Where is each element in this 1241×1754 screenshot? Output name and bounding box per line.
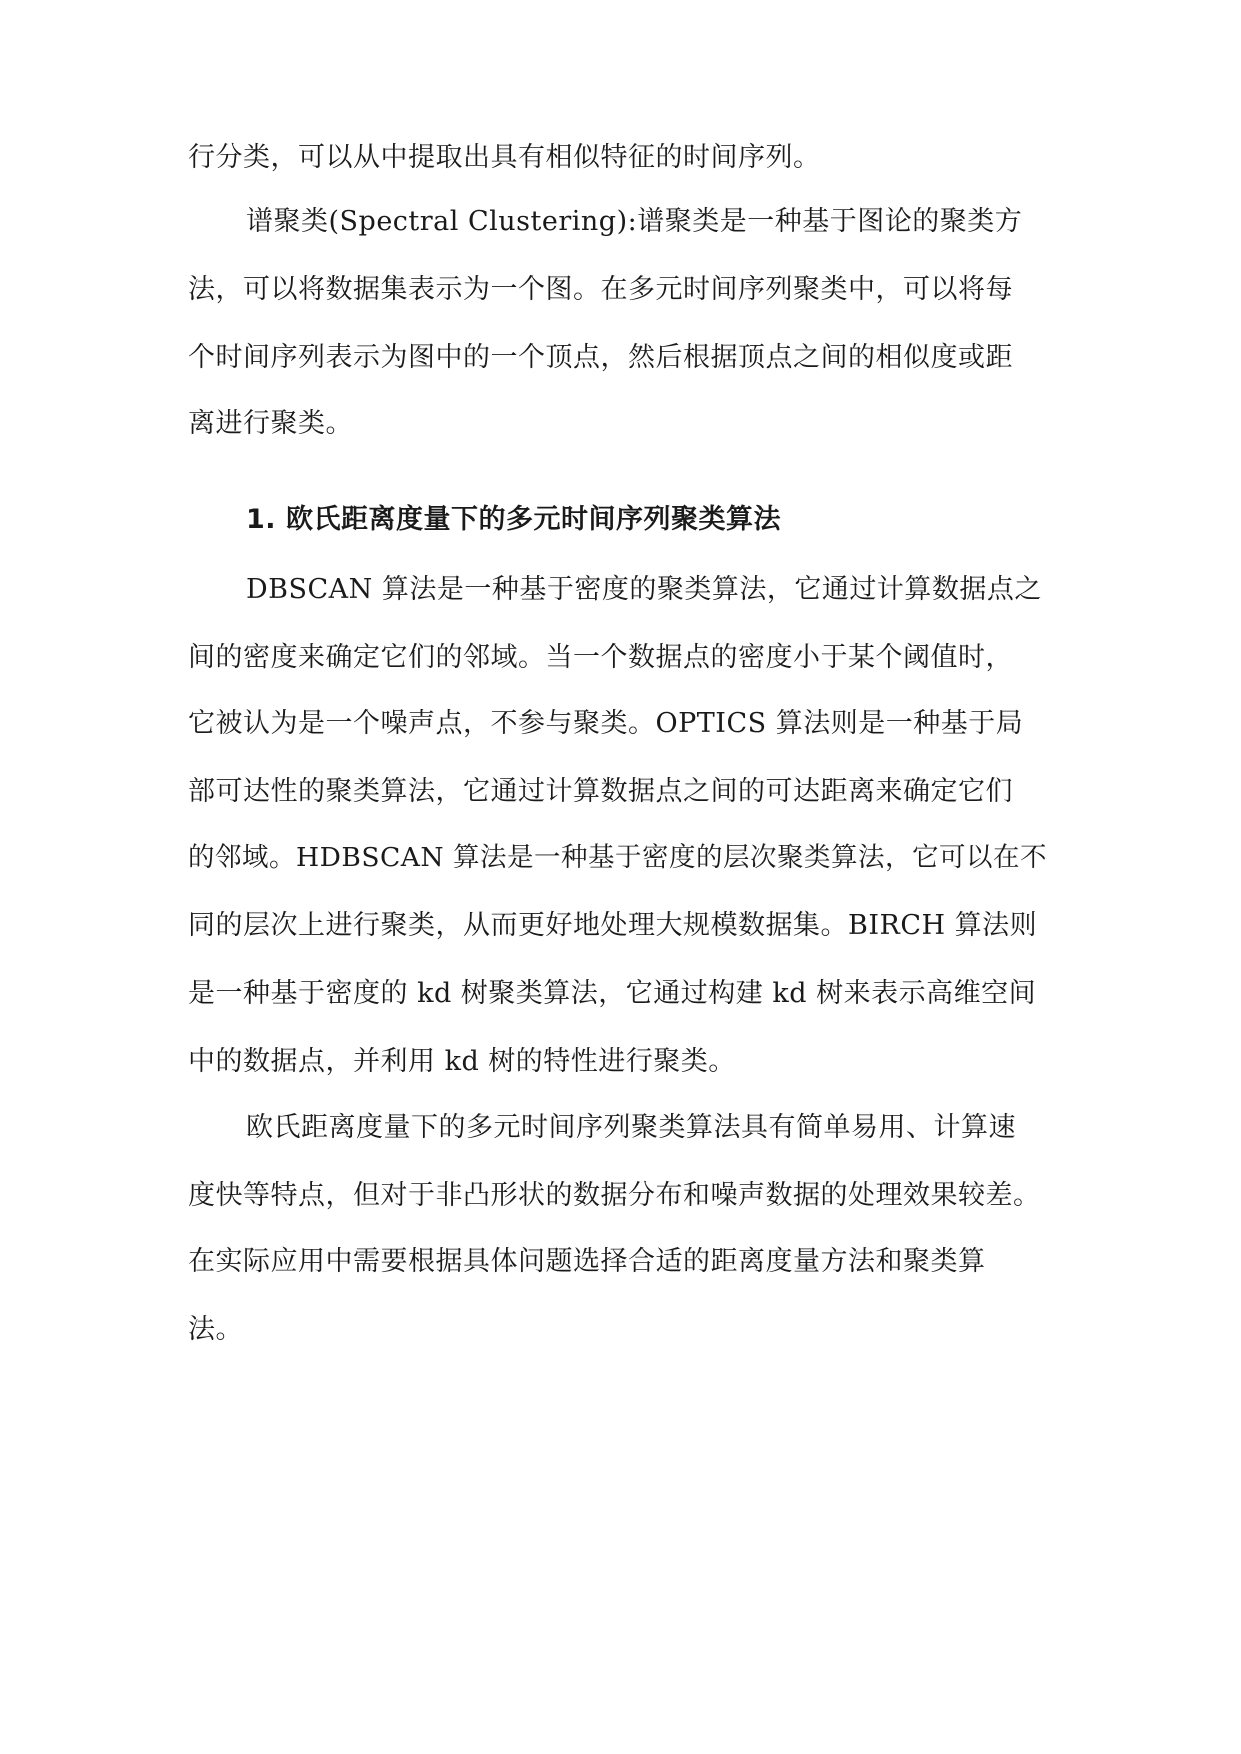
paragraph-line: 法。 — [188, 1314, 243, 1345]
paragraph-line: 谱聚类(Spectral Clustering):谱聚类是一种基于图论的聚类方 — [246, 206, 1023, 237]
section-heading: 1. 欧氏距离度量下的多元时间序列聚类算法 — [246, 504, 781, 535]
paragraph-line: 度快等特点，但对于非凸形状的数据分布和噪声数据的处理效果较差。 — [188, 1180, 1041, 1211]
paragraph-line: 它被认为是一个噪声点，不参与聚类。OPTICS 算法则是一种基于局 — [188, 708, 1024, 739]
paragraph-line: 个时间序列表示为图中的一个顶点，然后根据顶点之间的相似度或距 — [188, 342, 1013, 373]
paragraph-line: 是一种基于密度的 kd 树聚类算法，它通过构建 kd 树来表示高维空间 — [188, 978, 1037, 1009]
paragraph-line: 中的数据点，并利用 kd 树的特性进行聚类。 — [188, 1046, 736, 1077]
paragraph-line: 行分类，可以从中提取出具有相似特征的时间序列。 — [188, 142, 821, 173]
paragraph-line: 的邻域。HDBSCAN 算法是一种基于密度的层次聚类算法，它可以在不 — [188, 842, 1048, 873]
paragraph-line: 离进行聚类。 — [188, 408, 353, 439]
paragraph-line: DBSCAN 算法是一种基于密度的聚类算法，它通过计算数据点之 — [246, 574, 1042, 605]
paragraph-line: 在实际应用中需要根据具体问题选择合适的距离度量方法和聚类算 — [188, 1246, 986, 1277]
paragraph-line: 间的密度来确定它们的邻域。当一个数据点的密度小于某个阈值时， — [188, 642, 1013, 673]
paragraph-line: 部可达性的聚类算法，它通过计算数据点之间的可达距离来确定它们 — [188, 776, 1013, 807]
paragraph-line: 欧氏距离度量下的多元时间序列聚类算法具有简单易用、计算速 — [246, 1112, 1016, 1143]
paragraph-line: 同的层次上进行聚类，从而更好地处理大规模数据集。BIRCH 算法则 — [188, 910, 1038, 941]
paragraph-line: 法，可以将数据集表示为一个图。在多元时间序列聚类中，可以将每 — [188, 274, 1013, 305]
